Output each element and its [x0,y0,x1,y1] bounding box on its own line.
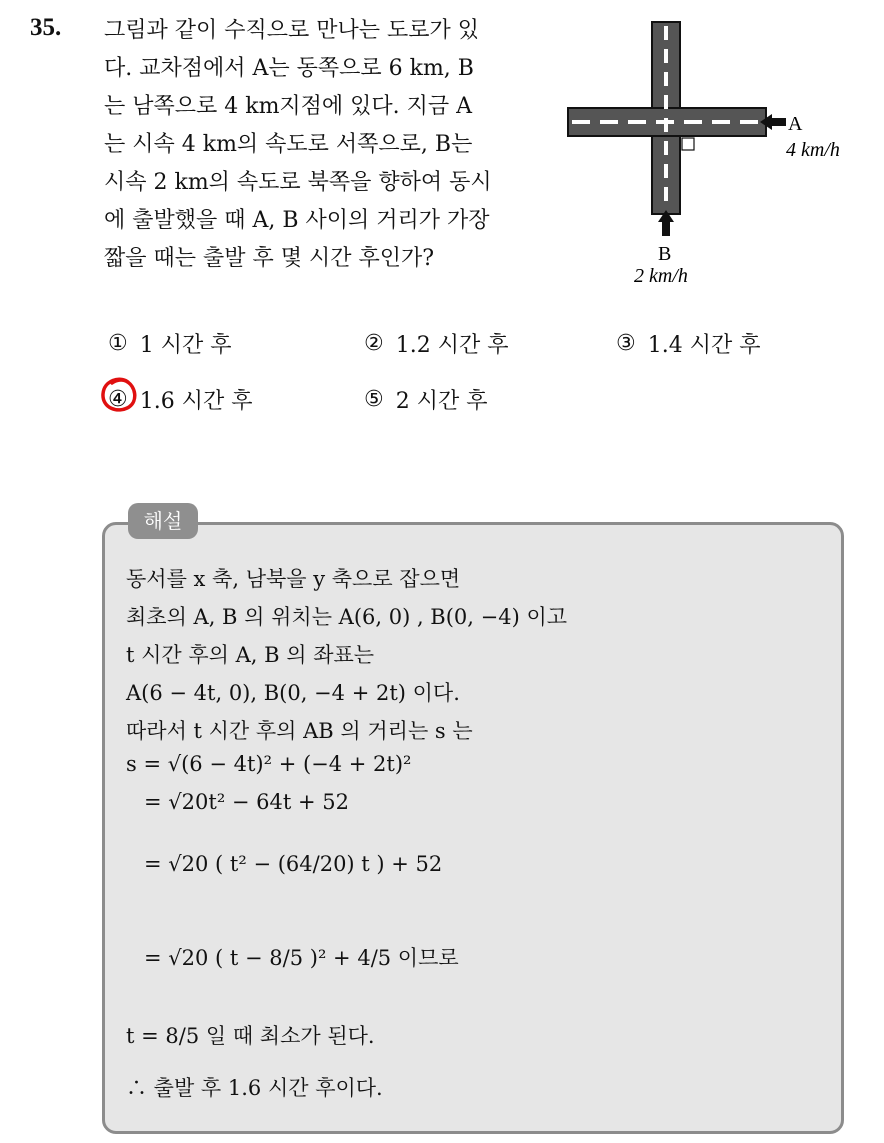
question-line: 그림과 같이 수직으로 만나는 도로가 있 [104,18,479,43]
question-number: 35. [30,14,62,41]
choice-2[interactable] [364,328,508,359]
equation-2: = √20t² − 64t + 52 [144,790,350,814]
road-intersection-figure [560,14,870,304]
solution-text [126,560,567,750]
choice-label: 1 시간 후 [139,333,232,358]
choice-number: ④ [108,387,128,412]
choice-4[interactable] [108,384,252,415]
question-line: 는 남쪽으로 4 km지점에 있다. 지금 A [104,94,473,119]
choice-number: ① [108,331,128,356]
solution-line: 동서를 x 축, 남북을 y 축으로 잡으면 [126,567,461,591]
choice-label: 1.2 시간 후 [395,333,509,358]
solution-line: 최초의 A, B 의 위치는 A(6, 0) , B(0, −4) 이고 [126,605,568,629]
question-line: 짧을 때는 출발 후 몇 시간 후인가? [104,246,435,271]
label-a: A [788,113,803,135]
speed-a: 4 km/h [786,139,840,161]
question-line: 다. 교차점에서 A는 동쪽으로 6 km, B [104,56,474,81]
question-line: 에 출발했을 때 A, B 사이의 거리가 가장 [104,208,490,233]
speed-b: 2 km/h [634,265,688,287]
equation-3: = √20 ( t² − (64/20) t ) + 52 [144,852,443,876]
equation-4: = √20 ( t − 8/5 )² + 4/5 이므로 [144,946,459,970]
choice-label: 1.4 시간 후 [647,333,761,358]
equation-1: s = √(6 − 4t)² + (−4 + 2t)² [126,752,412,776]
solution-line: t 시간 후의 A, B 의 좌표는 [126,643,375,667]
question-line: 시속 2 km의 속도로 북쪽을 향하여 동시 [104,170,492,195]
label-b: B [658,243,672,265]
selected-answer-circle-icon [98,374,140,416]
solution-line: 따라서 t 시간 후의 AB 의 거리는 s 는 [126,719,473,743]
choice-label: 2 시간 후 [395,389,488,414]
choice-number: ⑤ [364,387,384,412]
choice-label: 1.6 시간 후 [139,389,253,414]
right-angle-mark [682,138,694,150]
minimum-condition: t = 8/5 일 때 최소가 된다. [126,1024,375,1048]
solution-tag: 해설 [128,503,198,539]
choice-1[interactable] [108,328,231,359]
question-line: 는 시속 4 km의 속도로 서쪽으로, B는 [104,132,473,157]
choice-5[interactable] [364,384,487,415]
solution-line: A(6 − 4t, 0), B(0, −4 + 2t) 이다. [126,681,460,705]
choice-number: ② [364,331,384,356]
conclusion: ∴ 출발 후 1.6 시간 후이다. [126,1076,383,1100]
choice-number: ③ [616,331,636,356]
question-text [104,12,554,278]
choice-3[interactable] [616,328,760,359]
